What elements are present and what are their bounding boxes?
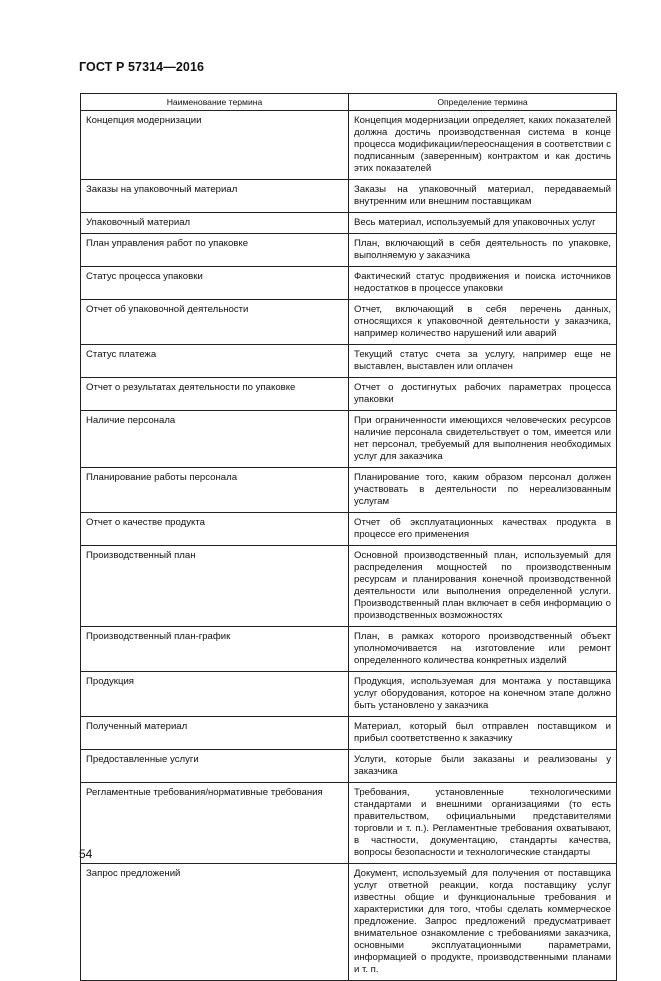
definition-cell: Отчет об эксплуатационных качествах продукта в процессе его применения xyxy=(349,513,617,546)
table-row xyxy=(81,546,617,627)
definition-cell: Основной производственный план, используемый для распределения мощностей по производственным ресурсам и планирования конечной производственной деятельности или выполнения определенной услуги. Производственный план включает в себя информацию о производственных возможностях xyxy=(349,546,617,627)
table-row xyxy=(81,717,617,750)
term-cell: Статус платежа xyxy=(81,345,349,378)
term-cell: Планирование работы персонала xyxy=(81,468,349,513)
term-cell: Регламентные требования/нормативные требования xyxy=(81,783,349,864)
terms-table xyxy=(80,93,617,981)
table-row xyxy=(81,864,617,981)
table-row xyxy=(81,180,617,213)
definition-cell: Отчет, включающий в себя перечень данных, относящихся к упаковочной деятельности у заказчика, например количество нарушений или аварий xyxy=(349,300,617,345)
table-row xyxy=(81,750,617,783)
term-cell: Полученный материал xyxy=(81,717,349,750)
table-row xyxy=(81,345,617,378)
table-row xyxy=(81,672,617,717)
term-cell: Концепция модернизации xyxy=(81,111,349,180)
term-cell: Отчет о качестве продукта xyxy=(81,513,349,546)
table-row xyxy=(81,468,617,513)
term-cell: Производственный план-график xyxy=(81,627,349,672)
definition-cell: Материал, который был отправлен поставщиком и прибыл соответственно к заказчику xyxy=(349,717,617,750)
table-row xyxy=(81,267,617,300)
table-row xyxy=(81,213,617,234)
table-row xyxy=(81,378,617,411)
definition-cell: План, в рамках которого производственный объект уполномочивается на изготовление или ремонт определенного количества конкретных изделий xyxy=(349,627,617,672)
term-cell: Заказы на упаковочный материал xyxy=(81,180,349,213)
table-row xyxy=(81,411,617,468)
term-cell: Наличие персонала xyxy=(81,411,349,468)
table-row xyxy=(81,234,617,267)
term-cell: Производственный план xyxy=(81,546,349,627)
definition-cell: При ограниченности имеющихся человеческих ресурсов наличие персонала свидетельствует о том, имеется или нет персонал, требуемый для выполнения необходимых услуг для заказчика xyxy=(349,411,617,468)
page-number: 54 xyxy=(79,847,93,861)
definition-cell: Отчет о достигнутых рабочих параметрах процесса упаковки xyxy=(349,378,617,411)
term-cell: Упаковочный материал xyxy=(81,213,349,234)
definition-cell: Требования, установленные технологическими стандартами и внешними организациями (то есть правительством, официальными представителями торговли и т. п.). Регламентные требования охватывают, в частности, документацию, стандарты качества, вопросы безопасности и технологические стандарты xyxy=(349,783,617,864)
definition-cell: Концепция модернизации определяет, каких показателей должна достичь производственная система в конце процесса модификации/переоснащения в соответствии с подписанным (заверенным) контрактом и как достичь этих показателей xyxy=(349,111,617,180)
table-row xyxy=(81,513,617,546)
term-cell: Отчет о результатах деятельности по упаковке xyxy=(81,378,349,411)
table-header-row xyxy=(81,94,617,111)
column-header-definition: Определение термина xyxy=(349,94,617,111)
definition-cell: Планирование того, каким образом персонал должен участвовать в деятельности по нереализованным услугам xyxy=(349,468,617,513)
document-id: ГОСТ Р 57314—2016 xyxy=(79,60,205,74)
definition-cell: Продукция, используемая для монтажа у поставщика услуг оборудования, которое на конечном этапе должно быть установлено у заказчика xyxy=(349,672,617,717)
definition-cell: План, включающий в себя деятельность по упаковке, выполняемую у заказчика xyxy=(349,234,617,267)
definition-cell: Услуги, которые были заказаны и реализованы у заказчика xyxy=(349,750,617,783)
table-row xyxy=(81,627,617,672)
definition-cell: Текущий статус счета за услугу, например еще не выставлен, выставлен или оплачен xyxy=(349,345,617,378)
term-cell: Отчет об упаковочной деятельности xyxy=(81,300,349,345)
term-cell: Продукция xyxy=(81,672,349,717)
table-row xyxy=(81,783,617,864)
table-row xyxy=(81,111,617,180)
column-header-term: Наименование термина xyxy=(81,94,349,111)
term-cell: План управления работ по упаковке xyxy=(81,234,349,267)
term-cell: Предоставленные услуги xyxy=(81,750,349,783)
definition-cell: Фактический статус продвижения и поиска источников недостатков в процессе упаковки xyxy=(349,267,617,300)
table-row xyxy=(81,300,617,345)
definition-cell: Заказы на упаковочный материал, передаваемый внутренним или внешним поставщикам xyxy=(349,180,617,213)
definition-cell: Документ, используемый для получения от поставщика услуг ответной реакции, когда поставщику услуг известны общие и функциональные требования и характеристики для того, чтобы сделать коммерческое предложение. Запрос предложений предусматривает внимательное ознакомление с требованиями заказчика, основными эксплуатационными параметрами, информацией о продукте, производственными планами и т. п. xyxy=(349,864,617,981)
term-cell: Статус процесса упаковки xyxy=(81,267,349,300)
definition-cell: Весь материал, используемый для упаковочных услуг xyxy=(349,213,617,234)
term-cell: Запрос предложений xyxy=(81,864,349,981)
